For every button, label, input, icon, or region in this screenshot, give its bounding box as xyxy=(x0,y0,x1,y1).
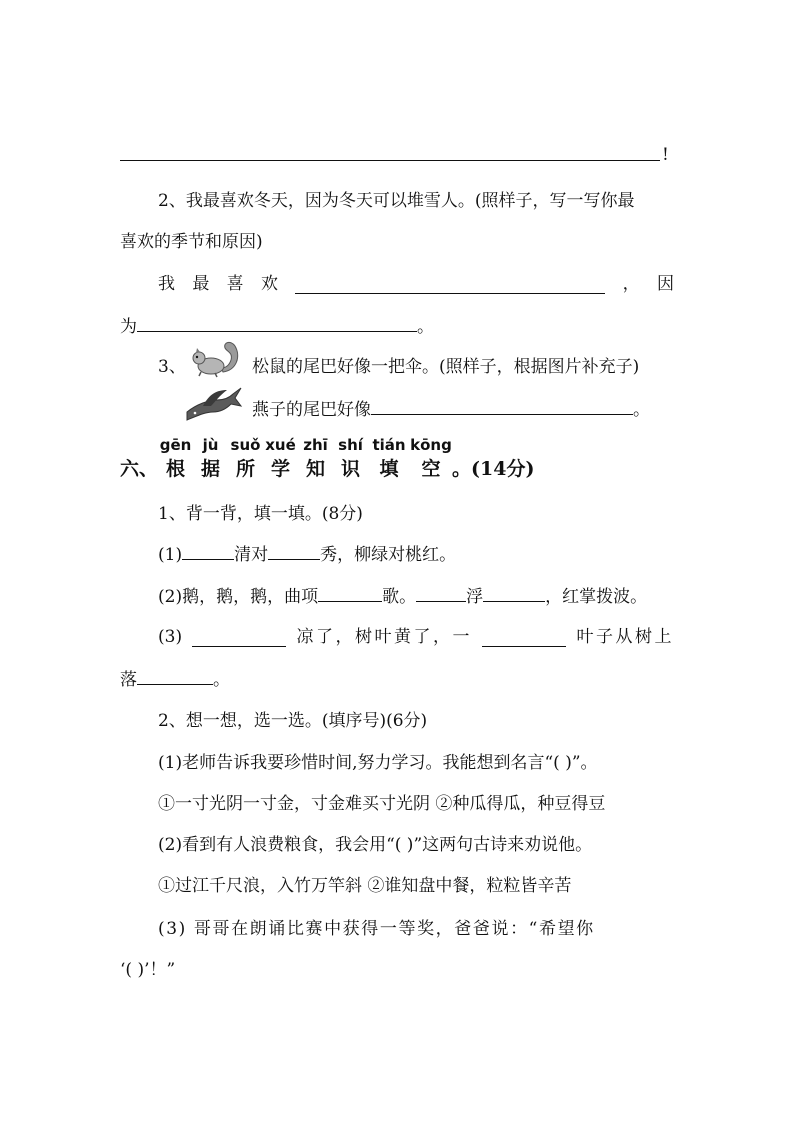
text: ，红掌拨波。 xyxy=(545,587,648,607)
q2-line2: 喜欢的季节和原因) xyxy=(120,232,263,252)
section6-prefix: 六、 xyxy=(120,458,159,480)
q2-blank-season[interactable] xyxy=(295,292,605,294)
text: 浮 xyxy=(466,587,484,607)
q2-char: 我 xyxy=(158,274,175,294)
pinyin: kōng xyxy=(410,436,452,454)
part1-line2 xyxy=(158,582,647,607)
heading-char: 根 xyxy=(166,458,186,480)
q3-num: 3、 xyxy=(158,357,186,377)
pinyin: suǒ xyxy=(230,436,261,454)
text: 秀，柳绿对桃红。 xyxy=(320,545,457,565)
pinyin: tián xyxy=(372,436,406,454)
section6-suffix: 。(14分) xyxy=(452,458,535,480)
blank[interactable] xyxy=(482,645,566,647)
q2-char: 喜 xyxy=(226,274,244,294)
text: (1) xyxy=(158,545,183,565)
part2-q3-line2: ‘( )’！” xyxy=(120,960,176,980)
q2-blank-reason[interactable] xyxy=(137,330,417,332)
part1-line1 xyxy=(158,540,456,565)
q2-yin: 因 xyxy=(656,274,674,294)
q3-answer-row xyxy=(252,395,650,420)
blank[interactable] xyxy=(318,600,382,602)
swallow-icon xyxy=(183,384,243,424)
heading-char: 识 xyxy=(341,458,361,480)
text: (3) xyxy=(158,627,183,647)
heading-char: 学 xyxy=(271,458,291,480)
answer-line-top xyxy=(120,160,660,161)
q2-reason-row xyxy=(120,312,434,337)
text: (2)鹅，鹅，鹅，曲项 xyxy=(158,587,319,607)
squirrel-icon xyxy=(187,338,243,380)
text: 。 xyxy=(213,670,230,690)
section6-heading xyxy=(120,432,534,481)
heading-char: 填 xyxy=(379,458,399,480)
pinyin: xué xyxy=(265,436,296,454)
text: 歌。 xyxy=(382,587,417,607)
blank[interactable] xyxy=(192,645,286,647)
q2-wei: 为 xyxy=(120,317,137,337)
pinyin: jù xyxy=(202,436,219,454)
pinyin: gēn xyxy=(159,436,192,454)
heading-char: 据 xyxy=(201,458,221,480)
part1-line4 xyxy=(120,665,230,690)
blank[interactable] xyxy=(182,558,234,560)
blank[interactable] xyxy=(137,683,213,685)
part2-q2-options: ①过江千尺浪，入竹万竿斜 ②谁知盘中餐，粒粒皆辛苦 xyxy=(158,876,572,896)
q3-end: 。 xyxy=(633,400,650,420)
q2-char: 最 xyxy=(192,274,210,294)
q3-blank[interactable] xyxy=(371,413,633,415)
pinyin: shí xyxy=(338,436,363,454)
blank[interactable] xyxy=(416,600,466,602)
text: 落 xyxy=(120,670,137,690)
text: 清对 xyxy=(234,545,269,565)
text: 叶子从树上 xyxy=(576,627,674,647)
text: 凉了，树叶黄了，一 xyxy=(296,627,473,647)
part1-title: 1、背一背，填一填。(8分) xyxy=(158,504,363,524)
heading-char: 所 xyxy=(236,458,256,480)
part2-q1-options: ①一寸光阴一寸金，寸金难买寸光阴 ②种瓜得瓜，种豆得豆 xyxy=(158,794,606,814)
blank[interactable] xyxy=(268,558,320,560)
q2-end: 。 xyxy=(417,317,434,337)
q3-prompt: 燕子的尾巴好像 xyxy=(252,400,371,420)
part2-title: 2、想一想，选一选。(填序号)(6分) xyxy=(158,711,428,731)
q2-comma: ， xyxy=(622,274,640,294)
part2-q1: (1)老师告诉我要珍惜时间,努力学习。我能想到名言“( )”。 xyxy=(158,753,598,773)
q2-line1: 2、我最喜欢冬天，因为冬天可以堆雪人。(照样子，写一写你最 xyxy=(158,191,635,211)
q3-example: 松鼠的尾巴好像一把伞。(照样子，根据图片补充子) xyxy=(252,357,640,377)
part2-q3-line1: (3) 哥哥在朗诵比赛中获得一等奖，爸爸说：“希望你 xyxy=(158,919,595,939)
q2-answer-row xyxy=(158,269,674,294)
blank[interactable] xyxy=(483,600,545,602)
pinyin: zhī xyxy=(303,436,328,454)
part1-line3 xyxy=(158,622,674,647)
part2-q2: (2)看到有人浪费粮食，我会用“( )”这两句古诗来劝说他。 xyxy=(158,835,593,855)
heading-char: 知 xyxy=(306,458,326,480)
heading-char: 空 xyxy=(421,458,441,480)
top-end-mark: ! xyxy=(662,145,669,165)
q2-char: 欢 xyxy=(260,274,278,294)
